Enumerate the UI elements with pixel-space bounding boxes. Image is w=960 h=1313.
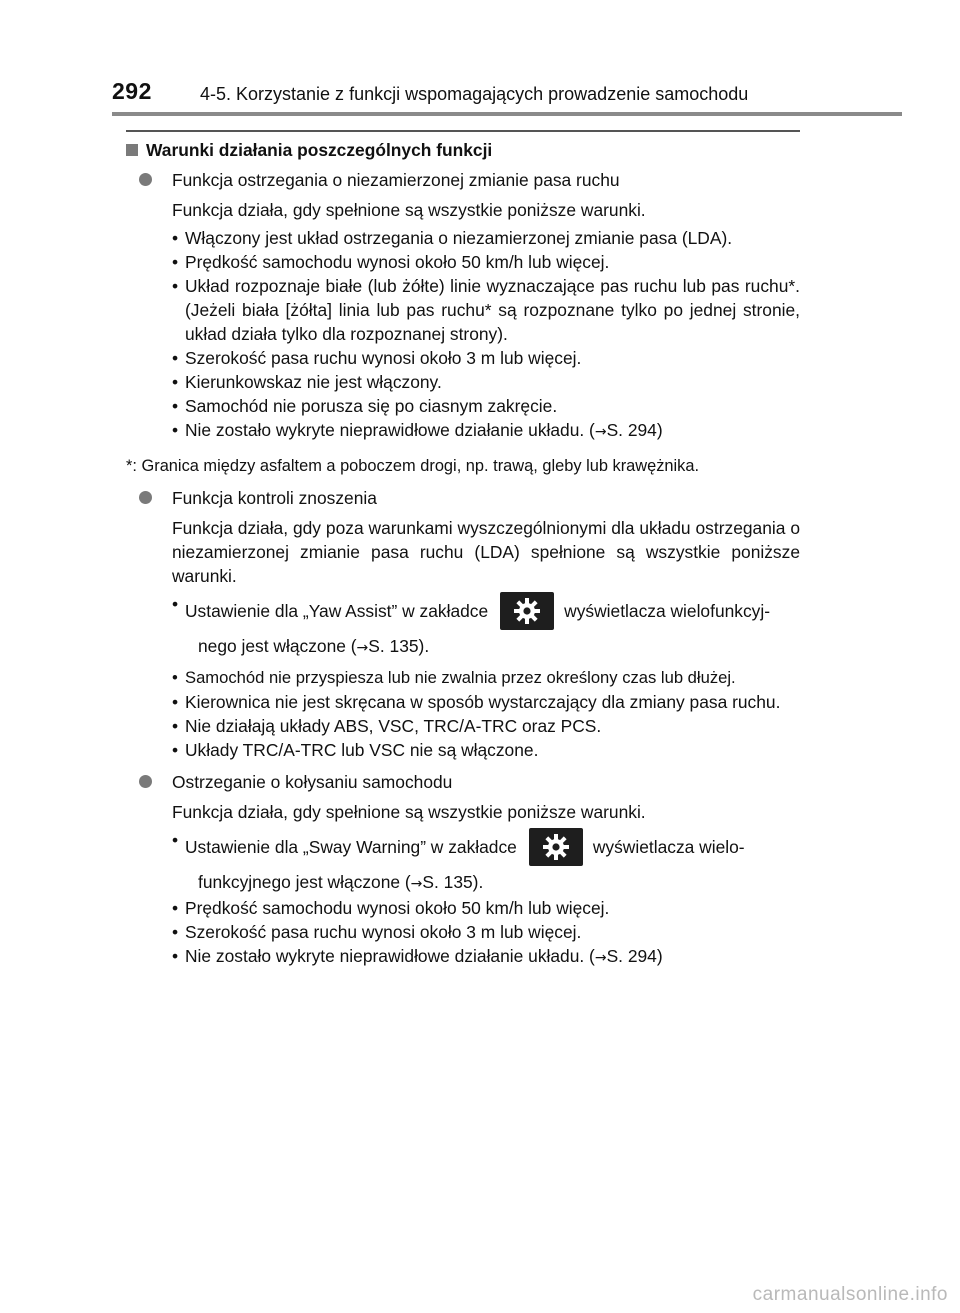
list-item: • Układ rozpoznaje białe (lub żółte) linie wyznaczające pas ruchu lub pas ruchu*. (Jeżeli biała [żółta] linia lub pas ruchu* są rozpoznane tylko po jednej stronie, układ działa tylko dla rozpoznanej strony). — [172, 274, 800, 346]
lda-heading — [126, 168, 800, 192]
setting-continuation — [185, 870, 800, 896]
setting-text: funkcyjnego jest włączone ( — [198, 872, 411, 892]
list-item: • Prędkość samochodu wynosi około 50 km/h lub więcej. — [172, 250, 800, 274]
sway-intro: Funkcja działa, gdy spełnione są wszystkie poniższe warunki. — [172, 802, 646, 822]
list-item-text: Nie zostało wykryte nieprawidłowe działanie układu. ( — [185, 420, 595, 440]
gear-icon-glyph — [541, 832, 571, 862]
list-item: • Kierownica nie jest skręcana w sposób wystarczający dla zmiany pasa ruchu. — [172, 690, 800, 714]
page-reference[interactable]: S. 294) — [606, 420, 663, 440]
setting-text: • Ustawienie dla „Sway Warning” w zakładce — [185, 837, 517, 857]
setting-text: wyświetlacza wielofunkcyj- — [564, 601, 771, 621]
lda-title: Funkcja ostrzegania o niezamierzonej zmianie pasa ruchu — [172, 170, 620, 190]
list-item: • Szerokość pasa ruchu wynosi około 3 m lub więcej. — [172, 346, 800, 370]
right-arrow-icon: → — [356, 640, 369, 656]
list-item — [172, 828, 800, 896]
watermark: carmanualsonline.info — [752, 1284, 948, 1305]
list-item: • Samochód nie przyspiesza lub nie zwalnia przez określony czas lub dłużej. — [172, 666, 800, 690]
lda-conditions — [126, 226, 800, 444]
drift-conditions — [126, 592, 800, 762]
section-heading-label: Warunki działania poszczególnych funkcji — [146, 140, 493, 160]
list-item — [172, 418, 800, 444]
setting-text: nego jest włączone ( — [198, 636, 357, 656]
page-content — [126, 138, 800, 970]
list-item: • Prędkość samochodu wynosi około 50 km/h lub więcej. — [172, 896, 800, 920]
page-header — [0, 0, 960, 120]
list-item: • Szerokość pasa ruchu wynosi około 3 m lub więcej. — [172, 920, 800, 944]
list-item — [172, 944, 800, 970]
lda-intro: Funkcja działa, gdy spełnione są wszystkie poniższe warunki. — [172, 200, 646, 220]
drift-heading — [126, 486, 800, 510]
page-reference[interactable]: S. 135). — [368, 636, 430, 656]
sway-conditions — [126, 828, 800, 970]
drift-intro: Funkcja działa, gdy poza warunkami wyszczególnionymi dla układu ostrzegania o niezamierzonej zmianie pasa ruchu (LDA) spełnione są wszystkie poniższe warunki. — [172, 518, 800, 586]
right-arrow-icon: → — [410, 876, 423, 892]
gear-icon — [529, 828, 583, 866]
list-item: • Włączony jest układ ostrzegania o niezamierzonej zmianie pasa (LDA). — [172, 226, 800, 250]
page-reference[interactable]: S. 135). — [422, 872, 484, 892]
footnote: *: Granica między asfaltem a poboczem drogi, np. trawą, gleby lub krawężnika. — [126, 457, 700, 475]
circle-bullet-icon — [139, 173, 152, 186]
section-divider — [126, 130, 800, 132]
right-arrow-icon: → — [594, 950, 607, 966]
setting-line — [185, 592, 800, 630]
gear-icon — [500, 592, 554, 630]
section-heading — [126, 138, 800, 164]
list-item: • Kierunkowskaz nie jest włączony. — [172, 370, 800, 394]
right-arrow-icon: → — [594, 424, 607, 440]
drift-title: Funkcja kontroli znoszenia — [172, 488, 377, 508]
setting-text: wyświetlacza wielo- — [592, 837, 745, 857]
setting-text: • Ustawienie dla „Yaw Assist” w zakładce — [185, 601, 489, 621]
list-item — [172, 592, 800, 660]
page-number: 292 — [112, 78, 152, 104]
list-item: • Nie działają układy ABS, VSC, TRC/A-TRC oraz PCS. — [172, 714, 800, 738]
gear-icon-glyph — [512, 596, 542, 626]
header-divider — [112, 112, 902, 116]
circle-bullet-icon — [139, 775, 152, 788]
list-item: • Samochód nie porusza się po ciasnym zakręcie. — [172, 394, 800, 418]
list-item-text: Nie zostało wykryte nieprawidłowe działanie układu. ( — [185, 946, 595, 966]
setting-continuation — [185, 634, 800, 660]
sway-title: Ostrzeganie o kołysaniu samochodu — [172, 772, 453, 792]
page-reference[interactable]: S. 294) — [606, 946, 663, 966]
circle-bullet-icon — [139, 491, 152, 504]
square-bullet-icon — [126, 144, 138, 156]
sway-heading — [126, 770, 800, 794]
list-item: • Układy TRC/A-TRC lub VSC nie są włączone. — [172, 738, 800, 762]
chapter-title: 4-5. Korzystanie z funkcji wspomagających prowadzenie samochodu — [200, 84, 749, 104]
setting-line — [185, 828, 800, 866]
